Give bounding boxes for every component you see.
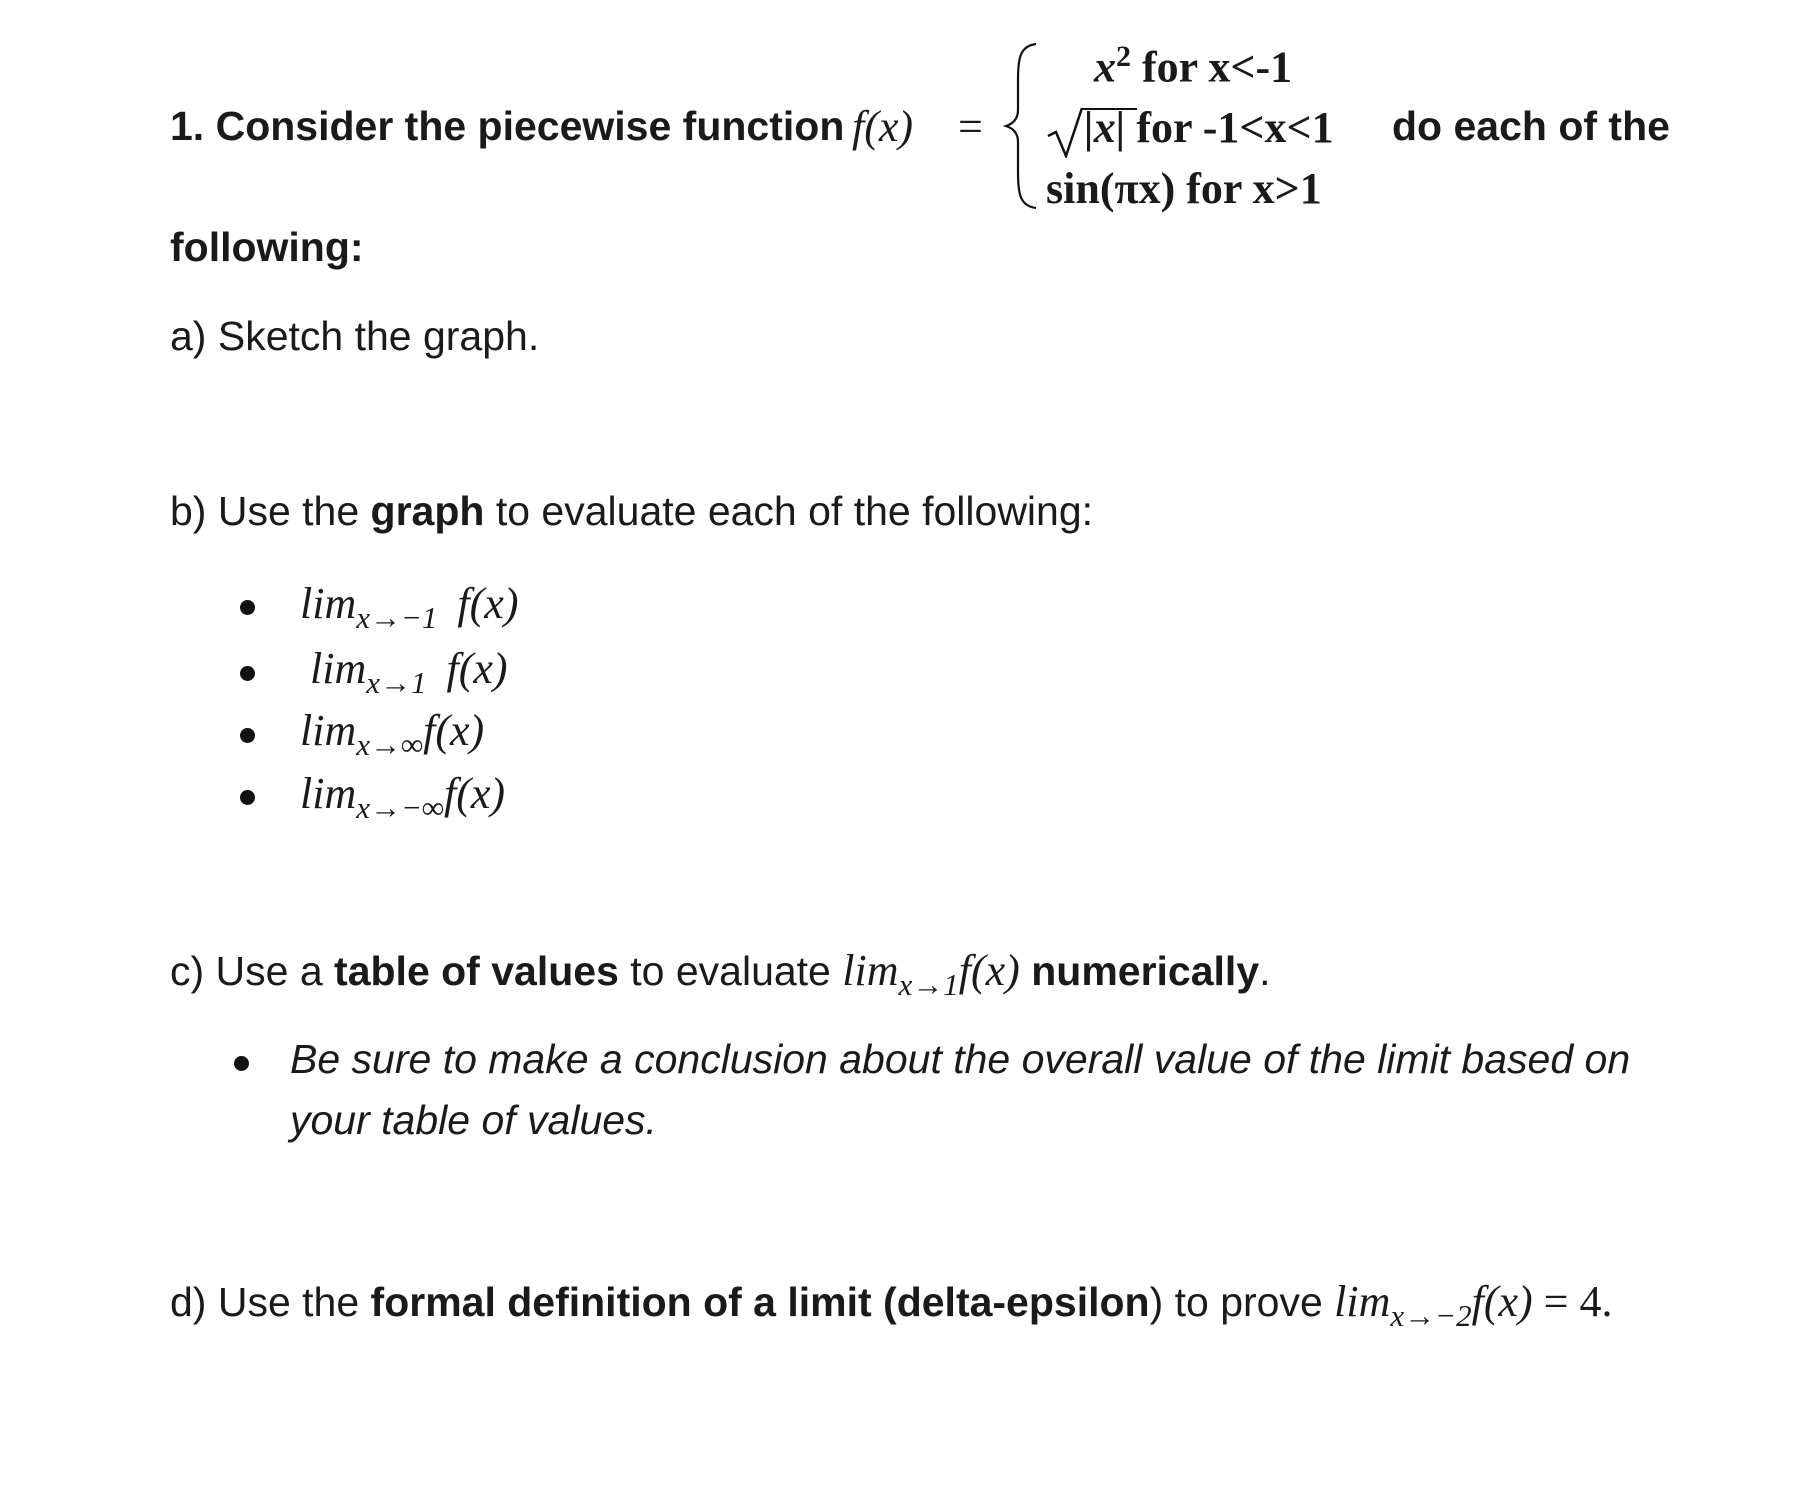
part-c-text-before: c) Use a — [170, 948, 335, 994]
limit-3-sub: x→∞ — [356, 727, 424, 762]
part-b-text-after: to evaluate each of the following: — [484, 488, 1094, 534]
piece-1 — [1094, 40, 1292, 93]
limit-item-2 — [310, 643, 508, 700]
limit-2-sub: x→1 — [366, 665, 427, 700]
part-d-bold: formal definition of a limit (delta-epsilon — [370, 1279, 1150, 1325]
part-d-heading — [170, 1276, 1613, 1333]
piece-2-condition: for -1<x<1 — [1125, 103, 1334, 152]
bullet-icon — [240, 600, 255, 615]
part-d-function: f(x) — [1471, 1277, 1533, 1326]
limit-item-1 — [300, 578, 519, 635]
part-c-bold-end: numerically — [1031, 948, 1260, 994]
piece-2 — [1084, 102, 1334, 153]
part-c-heading — [170, 945, 1271, 1002]
part-d-sub: x→−2 — [1390, 1298, 1472, 1333]
equals-sign: = — [958, 102, 983, 151]
limit-4-function: f(x) — [444, 769, 506, 818]
part-d-equation-end: = 4. — [1532, 1277, 1613, 1326]
problem-continuation: do each of the — [1392, 103, 1670, 149]
limit-1-sub: x→−1 — [356, 600, 438, 635]
bullet-icon — [240, 666, 255, 681]
piecewise-brace — [1002, 40, 1042, 212]
part-c-text-middle: to evaluate — [618, 948, 843, 994]
part-b-text-before: b) Use the — [170, 488, 371, 534]
limit-1-function: f(x) — [457, 579, 519, 628]
part-a: a) Sketch the graph. — [170, 313, 540, 359]
limit-3-lim: lim — [300, 706, 357, 755]
bullet-icon — [240, 790, 255, 805]
piece-3-expr: sin(πx) — [1046, 164, 1176, 213]
piece-1-condition: for x<-1 — [1131, 42, 1293, 92]
piece-1-expr: x — [1094, 42, 1116, 92]
part-c-period: . — [1259, 948, 1271, 994]
bullet-icon — [240, 728, 255, 743]
part-d-text-before: d) Use the — [170, 1279, 371, 1325]
sqrt-symbol — [1046, 106, 1086, 158]
part-b-heading — [170, 488, 1093, 535]
problem-intro: 1. Consider the piecewise function — [170, 103, 845, 149]
part-c-bold: table of values — [334, 948, 619, 994]
limit-2-lim: lim — [310, 644, 367, 693]
piece-2-expr: |x| — [1084, 103, 1126, 152]
part-c-lim: lim — [842, 946, 899, 995]
limit-1-lim: lim — [300, 579, 357, 628]
limit-3-function: f(x) — [423, 706, 485, 755]
part-c-bullet-line-1: Be sure to make a conclusion about the overall value of the limit based on — [290, 1036, 1631, 1082]
piece-1-exponent: 2 — [1116, 40, 1131, 73]
part-c-sub: x→1 — [898, 967, 959, 1002]
bullet-icon — [234, 1056, 249, 1071]
limit-4-lim: lim — [300, 769, 357, 818]
part-d-text-after: ) to prove — [1149, 1279, 1335, 1325]
part-b-bold: graph — [370, 488, 485, 534]
limit-item-3 — [300, 705, 485, 762]
part-c-bullet-line-2: your table of values. — [290, 1097, 657, 1143]
problem-following: following: — [170, 224, 364, 270]
part-c-function: f(x) — [958, 946, 1020, 995]
limit-item-4 — [300, 768, 506, 825]
limit-2-function: f(x) — [446, 644, 508, 693]
limit-4-sub: x→−∞ — [356, 790, 445, 825]
part-d-lim: lim — [1334, 1277, 1391, 1326]
piece-3 — [1046, 163, 1322, 214]
piece-3-condition: for x>1 — [1175, 164, 1322, 213]
function-name: f(x) — [852, 102, 914, 151]
